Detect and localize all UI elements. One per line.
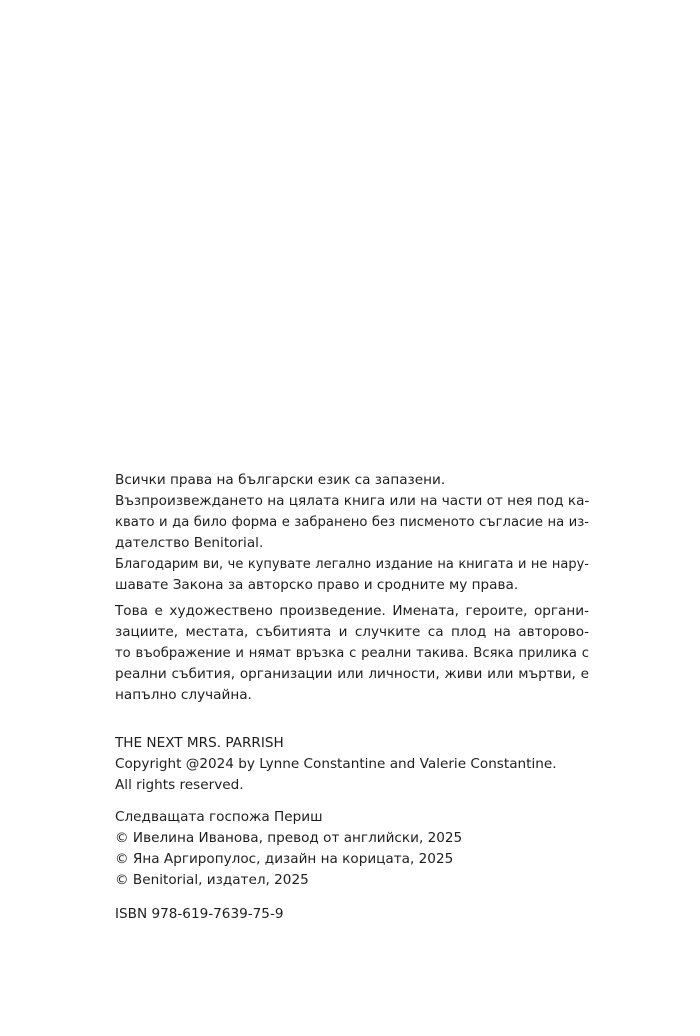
disclaimer-line-4: реални събития, организации или личности, живи или мъртви, е <box>115 666 589 682</box>
rights-line-5: Благодарим ви, че купувате легално издание на книгата и не нару- <box>115 557 589 572</box>
isbn-number: ISBN 978-619-7639-75-9 <box>115 906 284 922</box>
isbn <box>115 904 589 925</box>
bulgarian-edition-credits <box>115 807 589 891</box>
original-edition <box>115 733 589 796</box>
disclaimer-line-3: то въображение и нямат връзка с реални такива. Всяка прилика с <box>115 646 589 661</box>
rights-line-6: шавате Закона за авторско право и сродните му права. <box>115 577 519 593</box>
disclaimer-line-5: напълно случайна. <box>115 687 252 703</box>
rights-notice <box>115 470 589 596</box>
bulgarian-title: Следващата госпожа Периш <box>115 809 323 825</box>
original-title: THE NEXT MRS. PARRISH <box>115 735 284 751</box>
original-rights: All rights reserved. <box>115 777 244 793</box>
rights-line-1: Всички права на български език са запазени. <box>115 472 446 488</box>
cover-design-credit: © Яна Аргиропулос, дизайн на корицата, 2025 <box>115 851 454 867</box>
fiction-disclaimer <box>115 601 589 706</box>
rights-line-2: Възпроизвеждането на цялата книга или на части от нея под ка- <box>115 493 590 509</box>
disclaimer-line-2: зациите, местата, събитията и случките са плод на авторово- <box>115 624 589 640</box>
rights-line-4: дателство Benitorial. <box>115 535 264 551</box>
original-copyright: Copyright @2024 by Lynne Constantine and Valerie Constantine. <box>115 756 557 772</box>
disclaimer-line-1: Това е художествено произведение. Имената, героите, органи- <box>115 603 589 619</box>
publisher-credit: © Benitorial, издател, 2025 <box>115 872 309 888</box>
translator-credit: © Ивелина Иванова, превод от английски, 2025 <box>115 830 463 846</box>
rights-line-3: квато и да било форма е забранено без писменото съгласие на из- <box>115 515 589 530</box>
